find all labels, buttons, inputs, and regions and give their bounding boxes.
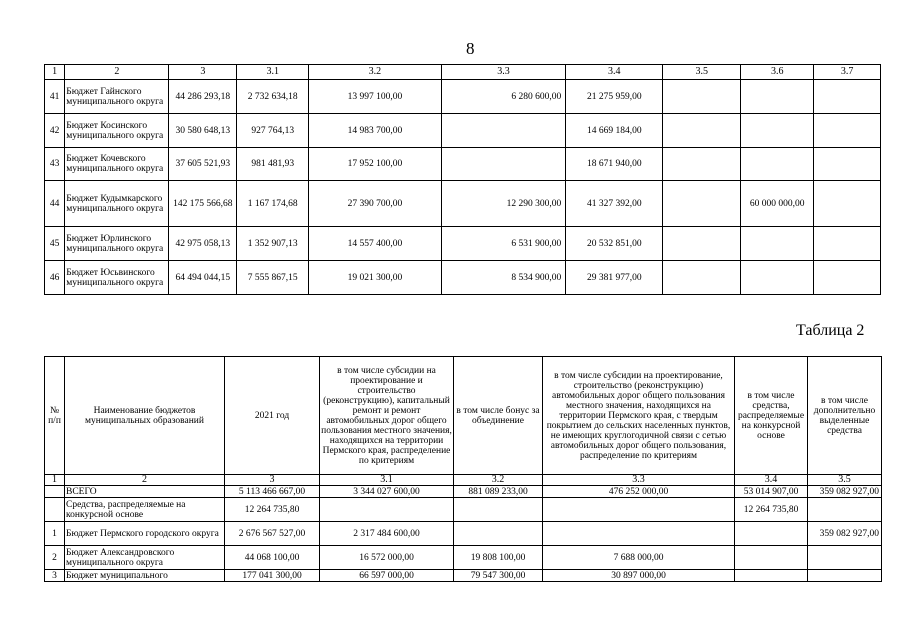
cell-value: 7 688 000,00: [543, 546, 735, 570]
funding-table-2: [44, 356, 882, 582]
cell-value: [741, 148, 814, 181]
cell-value: 5 113 466 667,00: [225, 486, 320, 498]
cell-value: [808, 546, 882, 570]
cell-value: 1 352 907,13: [237, 227, 309, 261]
cell-value: 6 280 600,00: [441, 80, 565, 114]
table-header-row: [45, 357, 882, 475]
funding-table-continued: [44, 64, 881, 295]
cell-value: [663, 261, 741, 295]
cell-value: 30 580 648,13: [169, 114, 237, 148]
column-number: 3.3: [543, 475, 735, 486]
budget-name: Бюджет Гайнского муниципального округа: [65, 80, 169, 114]
column-number: 3.1: [320, 475, 454, 486]
cell-value: [663, 148, 741, 181]
table-row: [45, 546, 882, 570]
cell-value: 476 252 000,00: [543, 486, 735, 498]
column-number: 3.6: [741, 65, 814, 80]
row-number: 45: [45, 227, 65, 261]
cell-value: 927 764,13: [237, 114, 309, 148]
header-subsidy-roads: в том числе субсидии на проектирование и строительство (реконструкцию), капитальный ремонт и ремонт автомобильных дорог общего пользования местного значения, находящихся на территории Пермского края, распределение по критериям: [320, 357, 454, 475]
cell-value: 60 000 000,00: [741, 181, 814, 227]
row-number: 44: [45, 181, 65, 227]
cell-value: 14 669 184,00: [566, 114, 663, 148]
cell-value: [735, 546, 808, 570]
column-number: 2: [65, 65, 169, 80]
cell-value: 18 671 940,00: [566, 148, 663, 181]
row-number: 43: [45, 148, 65, 181]
cell-value: [814, 114, 881, 148]
column-number: 3.2: [309, 65, 442, 80]
cell-value: 64 494 044,15: [169, 261, 237, 295]
cell-value: 981 481,93: [237, 148, 309, 181]
cell-value: [814, 80, 881, 114]
table-row: [45, 522, 882, 546]
column-number: 3.3: [441, 65, 565, 80]
header-competitive: в том числе средства, распределяемые на конкурсной основе: [735, 357, 808, 475]
budget-name: Бюджет Александровского муниципального округа: [65, 546, 225, 570]
column-number: 3.4: [566, 65, 663, 80]
cell-value: 12 264 735,80: [225, 498, 320, 522]
table-row: [45, 181, 881, 227]
row-number: 1: [45, 522, 65, 546]
row-number: 41: [45, 80, 65, 114]
header-additional: в том числе дополнительно выделенные средства: [808, 357, 882, 475]
cell-value: [808, 498, 882, 522]
table-row-total: [45, 486, 882, 498]
column-number: 1: [45, 65, 65, 80]
header-subsidy-rural: в том числе субсидии на проектирование, строительство (реконструкцию) автомобильных дорог общего пользования местного значения, находящихся на территории Пермского края, с твердым покрытием до сельских населенных пунктов, не имеющих круглогодичной связи с сетью автомобильных дорог общего пользования, распределение по критериям: [543, 357, 735, 475]
table-row: [45, 80, 881, 114]
cell-value: 3 344 027 600,00: [320, 486, 454, 498]
cell-value: 44 286 293,18: [169, 80, 237, 114]
row-number: 3: [45, 570, 65, 582]
cell-value: 29 381 977,00: [566, 261, 663, 295]
cell-value: 14 983 700,00: [309, 114, 442, 148]
cell-value: 13 997 100,00: [309, 80, 442, 114]
cell-value: 12 264 735,80: [735, 498, 808, 522]
cell-value: 79 547 300,00: [454, 570, 543, 582]
cell-value: 16 572 000,00: [320, 546, 454, 570]
cell-value: 66 597 000,00: [320, 570, 454, 582]
cell-value: 14 557 400,00: [309, 227, 442, 261]
cell-value: 19 021 300,00: [309, 261, 442, 295]
table-row: [45, 261, 881, 295]
cell-value: [814, 181, 881, 227]
cell-value: 177 041 300,00: [225, 570, 320, 582]
cell-value: [741, 80, 814, 114]
cell-value: 2 317 484 600,00: [320, 522, 454, 546]
cell-value: [808, 570, 882, 582]
cell-value: 12 290 300,00: [441, 181, 565, 227]
column-number: 2: [65, 475, 225, 486]
column-number: 3: [169, 65, 237, 80]
row-number: [45, 498, 65, 522]
cell-value: [814, 227, 881, 261]
cell-value: 44 068 100,00: [225, 546, 320, 570]
cell-value: [454, 522, 543, 546]
cell-value: 30 897 000,00: [543, 570, 735, 582]
cell-value: [543, 498, 735, 522]
cell-value: [741, 261, 814, 295]
header-year: 2021 год: [225, 357, 320, 475]
cell-value: 8 534 900,00: [441, 261, 565, 295]
table-row: [45, 114, 881, 148]
row-number: [45, 486, 65, 498]
budget-name: Бюджет муниципального: [65, 570, 225, 582]
cell-value: 21 275 959,00: [566, 80, 663, 114]
cell-value: [741, 114, 814, 148]
page-number: 8: [466, 39, 475, 58]
column-number: 3.5: [663, 65, 741, 80]
cell-value: [441, 148, 565, 181]
cell-value: 42 975 058,13: [169, 227, 237, 261]
cell-value: 359 082 927,00: [808, 486, 882, 498]
budget-name: ВСЕГО: [65, 486, 225, 498]
table-row: [45, 498, 882, 522]
cell-value: 19 808 100,00: [454, 546, 543, 570]
cell-value: [663, 227, 741, 261]
cell-value: [543, 522, 735, 546]
cell-value: 2 732 634,18: [237, 80, 309, 114]
cell-value: [735, 570, 808, 582]
cell-value: 41 327 392,00: [566, 181, 663, 227]
cell-value: 142 175 566,68: [169, 181, 237, 227]
budget-name: Бюджет Юрлинского муниципального округа: [65, 227, 169, 261]
column-number: 3.5: [808, 475, 882, 486]
row-number: 2: [45, 546, 65, 570]
column-number: 3.2: [454, 475, 543, 486]
column-number: 3: [225, 475, 320, 486]
cell-value: 1 167 174,68: [237, 181, 309, 227]
column-number-row: [45, 65, 881, 80]
budget-name: Бюджет Косинского муниципального округа: [65, 114, 169, 148]
cell-value: [663, 114, 741, 148]
cell-value: [320, 498, 454, 522]
row-number: 42: [45, 114, 65, 148]
column-number-row: [45, 475, 882, 486]
table-row: [45, 148, 881, 181]
budget-name: Бюджет Кочевского муниципального округа: [65, 148, 169, 181]
table-row: [45, 570, 882, 582]
cell-value: 2 676 567 527,00: [225, 522, 320, 546]
budget-name: Бюджет Пермского городского округа: [65, 522, 225, 546]
cell-value: [735, 522, 808, 546]
cell-value: 20 532 851,00: [566, 227, 663, 261]
budget-name: Бюджет Кудымкарского муниципального округа: [65, 181, 169, 227]
cell-value: 359 082 927,00: [808, 522, 882, 546]
cell-value: 17 952 100,00: [309, 148, 442, 181]
budget-name: Средства, распределяемые на конкурсной основе: [65, 498, 225, 522]
cell-value: [814, 261, 881, 295]
column-number: 1: [45, 475, 65, 486]
cell-value: [663, 181, 741, 227]
cell-value: [814, 148, 881, 181]
cell-value: [741, 227, 814, 261]
cell-value: 27 390 700,00: [309, 181, 442, 227]
column-number: 3.7: [814, 65, 881, 80]
column-number: 3.1: [237, 65, 309, 80]
cell-value: 53 014 907,00: [735, 486, 808, 498]
cell-value: 37 605 521,93: [169, 148, 237, 181]
header-bonus: в том числе бонус за объединение: [454, 357, 543, 475]
header-name: Наименование бюджетов муниципальных образований: [65, 357, 225, 475]
cell-value: [663, 80, 741, 114]
budget-name: Бюджет Юсьвинского муниципального округа: [65, 261, 169, 295]
table-caption: Таблица 2: [796, 322, 865, 339]
cell-value: 881 089 233,00: [454, 486, 543, 498]
table-row: [45, 227, 881, 261]
cell-value: 7 555 867,15: [237, 261, 309, 295]
cell-value: [454, 498, 543, 522]
row-number: 46: [45, 261, 65, 295]
cell-value: 6 531 900,00: [441, 227, 565, 261]
cell-value: [441, 114, 565, 148]
column-number: 3.4: [735, 475, 808, 486]
header-number: № п/п: [45, 357, 65, 475]
